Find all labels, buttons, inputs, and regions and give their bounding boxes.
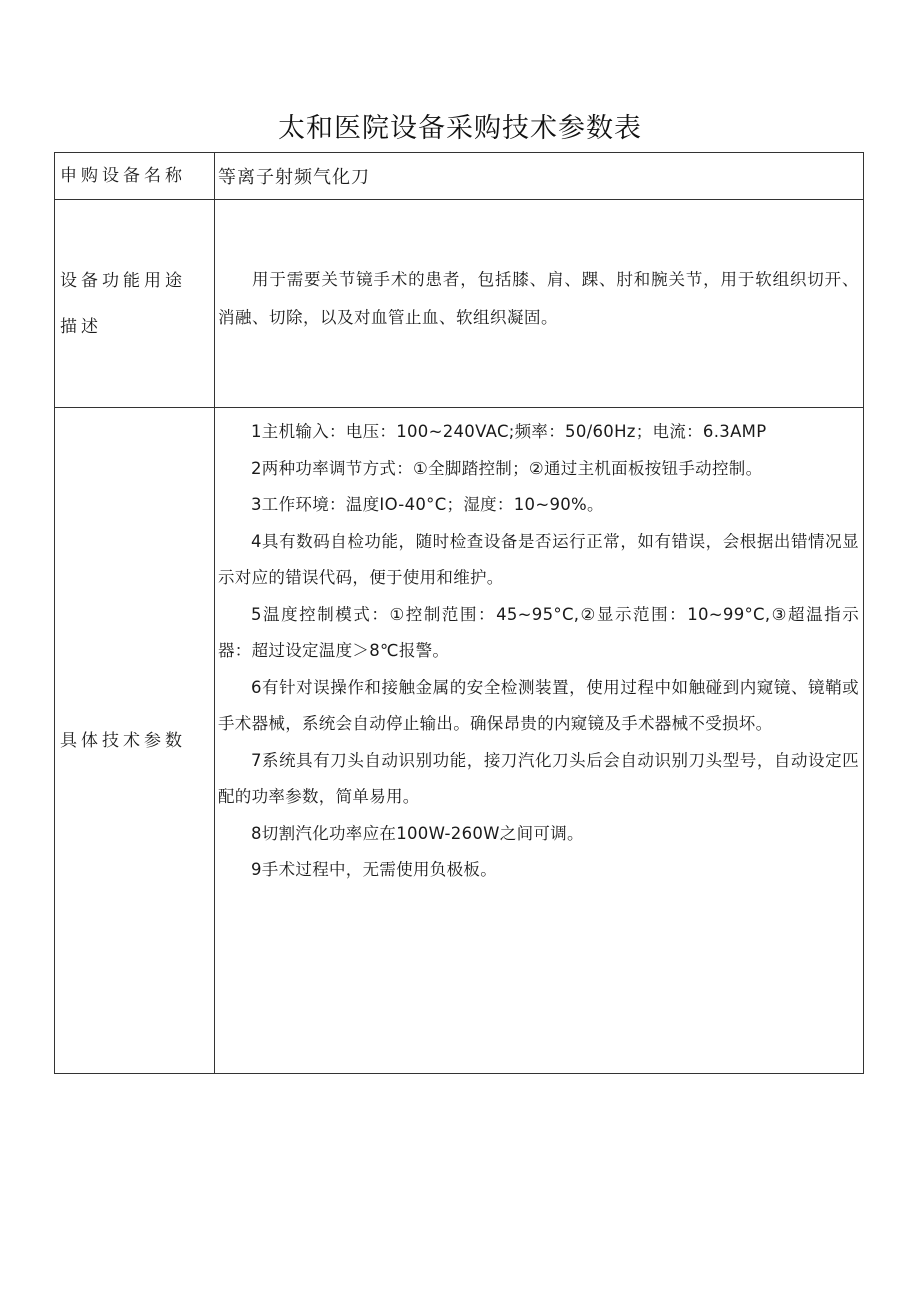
tech-param-item: 6有针对误操作和接触金属的安全检测装置，使用过程中如触碰到内窥镜、镜鞘或手术器械，系统会自动停止输出。确保昂贵的内窥镜及手术器械不受损坏。 — [218, 677, 859, 733]
tech-param-item: 7系统具有刀头自动识别功能，接刀汽化刀头后会自动识别刀头型号，自动设定匹配的功率参数，简单易用。 — [218, 750, 859, 806]
table-row-device-name — [55, 153, 864, 200]
tech-param-item: 4具有数码自检功能，随时检查设备是否运行正常，如有错误，会根据出错情况显示对应的错误代码，便于使用和维护。 — [218, 531, 859, 587]
tech-param-item: 5温度控制模式：①控制范围：45~95°C,②显示范围：10~99°C,③超温指示器：超过设定温度＞8℃报警。 — [218, 604, 859, 660]
label-tech-params: 具体技术参数 — [55, 408, 215, 1074]
document-title: 太和医院设备采购技术参数表 — [278, 113, 642, 144]
tech-param-item: 9手术过程中，无需使用负极板。 — [251, 860, 497, 879]
value-device-name: 等离子射频气化刀 — [215, 153, 864, 200]
table-row-tech-params — [55, 408, 864, 1074]
tech-param-item: 2两种功率调节方式：①全脚踏控制；②通过主机面板按钮手动控制。 — [251, 458, 763, 478]
tech-param-item: 8切割汽化功率应在100W-260W之间可调。 — [251, 823, 584, 843]
tech-param-item: 1主机输入：电压：100~240VAC;频率：50/60Hz；电流：6.3AMP — [251, 422, 767, 441]
table-row-function-description — [55, 200, 864, 408]
tech-param-list — [215, 408, 863, 889]
label-function-line2: 描述 — [60, 316, 102, 337]
label-function-line1: 设备功能用途 — [60, 270, 186, 291]
value-tech-params — [215, 408, 864, 1074]
label-device-name: 申购设备名称 — [55, 153, 215, 200]
procurement-spec-table — [54, 152, 864, 1074]
tech-param-item: 3工作环境：温度IO-40°C；湿度：10~90%。 — [251, 495, 604, 514]
value-function-description — [215, 200, 864, 408]
function-description-text: 用于需要关节镜手术的患者，包括膝、肩、踝、肘和腕关节，用于软组织切开、消融、切除，以及对血管止血、软组织凝固。 — [218, 269, 859, 327]
label-function-description — [55, 200, 215, 408]
